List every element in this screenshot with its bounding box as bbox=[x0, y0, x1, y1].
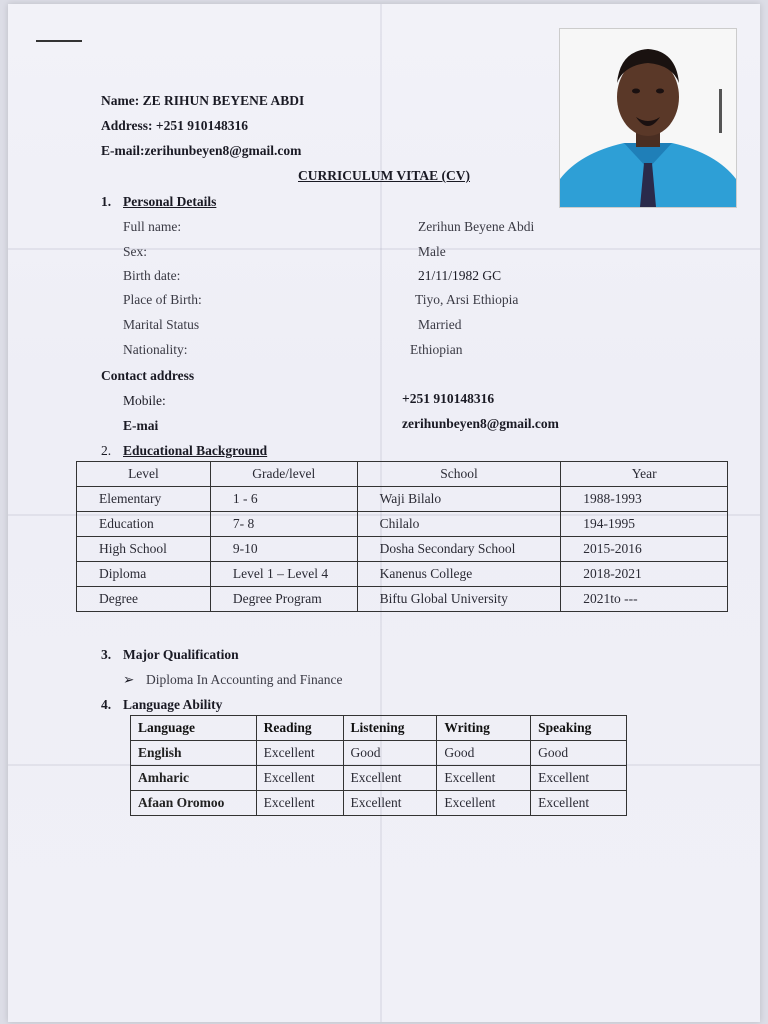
field-label: Full name: bbox=[123, 219, 182, 234]
table-cell: Afaan Oromoo bbox=[131, 791, 257, 816]
table-row bbox=[131, 766, 627, 791]
table-row bbox=[77, 487, 728, 512]
person-portrait-icon bbox=[560, 29, 736, 207]
field-value: Married bbox=[418, 317, 462, 332]
section-number: 1. bbox=[101, 194, 112, 209]
table-row bbox=[131, 741, 627, 766]
table-cell: Excellent bbox=[256, 791, 343, 816]
field-value: Tiyo, Arsi Ethiopia bbox=[415, 292, 519, 307]
table-cell: Excellent bbox=[343, 766, 437, 791]
table-cell: Excellent bbox=[437, 791, 531, 816]
section-number: 4. bbox=[101, 697, 112, 712]
section-heading-education: Educational Background bbox=[123, 443, 268, 458]
table-cell: Waji Bilalo bbox=[357, 487, 561, 512]
table-cell: 2018-2021 bbox=[561, 562, 728, 587]
field-label: Nationality: bbox=[123, 342, 188, 357]
pen-mark bbox=[36, 40, 82, 42]
contact-mobile-value: +251 910148316 bbox=[402, 391, 495, 406]
section-heading-personal: Personal Details bbox=[123, 194, 217, 209]
table-cell: Degree Program bbox=[210, 587, 357, 612]
table-cell: 2021to --- bbox=[561, 587, 728, 612]
contact-heading: Contact address bbox=[101, 368, 195, 383]
table-cell: High School bbox=[77, 537, 211, 562]
table-cell: Degree bbox=[77, 587, 211, 612]
section-number: 3. bbox=[101, 647, 112, 662]
table-cell: Excellent bbox=[343, 791, 437, 816]
table-header-row bbox=[77, 462, 728, 487]
contact-mobile-label: Mobile: bbox=[123, 393, 166, 408]
field-label: Place of Birth: bbox=[123, 292, 202, 307]
field-label: Marital Status bbox=[123, 317, 200, 332]
language-table bbox=[130, 715, 627, 816]
column-header: Grade/level bbox=[210, 462, 357, 487]
table-row bbox=[77, 537, 728, 562]
table-header-row bbox=[131, 716, 627, 741]
table-cell: 194-1995 bbox=[561, 512, 728, 537]
field-label: Sex: bbox=[123, 244, 148, 259]
cv-address: Address: +251 910148316 bbox=[101, 118, 248, 133]
table-cell: Excellent bbox=[256, 766, 343, 791]
column-header: Level bbox=[77, 462, 211, 487]
table-cell: Level 1 – Level 4 bbox=[210, 562, 357, 587]
table-cell: Education bbox=[77, 512, 211, 537]
qualification-item: Diploma In Accounting and Finance bbox=[146, 672, 343, 687]
education-table bbox=[76, 461, 728, 612]
cv-email: E-mail:zerihunbeyen8@gmail.com bbox=[101, 143, 302, 158]
table-cell: Excellent bbox=[531, 766, 627, 791]
section-number: 2. bbox=[101, 443, 112, 458]
table-cell: Good bbox=[437, 741, 531, 766]
table-cell: 7- 8 bbox=[210, 512, 357, 537]
field-value: Ethiopian bbox=[410, 342, 463, 357]
arrow-bullet-icon: ➢ bbox=[123, 672, 135, 687]
section-heading-language: Language Ability bbox=[123, 697, 223, 712]
table-cell: Amharic bbox=[131, 766, 257, 791]
column-header: School bbox=[357, 462, 561, 487]
field-value: Zerihun Beyene Abdi bbox=[418, 219, 535, 234]
table-cell: Biftu Global University bbox=[357, 587, 561, 612]
field-value: 21/11/1982 GC bbox=[418, 268, 502, 283]
table-row bbox=[77, 562, 728, 587]
table-cell: Excellent bbox=[531, 791, 627, 816]
table-cell: Kanenus College bbox=[357, 562, 561, 587]
table-cell: 9-10 bbox=[210, 537, 357, 562]
contact-email-label: E-mai bbox=[123, 418, 159, 433]
table-row bbox=[77, 512, 728, 537]
paper-fold bbox=[8, 248, 760, 250]
profile-photo bbox=[559, 28, 737, 208]
column-header: Language bbox=[131, 716, 257, 741]
field-value: Male bbox=[418, 244, 446, 259]
table-cell: Good bbox=[343, 741, 437, 766]
page-title: CURRICULUM VITAE (CV) bbox=[298, 168, 470, 183]
table-cell: English bbox=[131, 741, 257, 766]
table-cell: Good bbox=[531, 741, 627, 766]
table-cell: Chilalo bbox=[357, 512, 561, 537]
table-row bbox=[77, 587, 728, 612]
column-header: Writing bbox=[437, 716, 531, 741]
table-cell: 1988-1993 bbox=[561, 487, 728, 512]
table-cell: 1 - 6 bbox=[210, 487, 357, 512]
table-cell: Elementary bbox=[77, 487, 211, 512]
table-cell: 2015-2016 bbox=[561, 537, 728, 562]
table-row bbox=[131, 791, 627, 816]
column-header: Speaking bbox=[531, 716, 627, 741]
column-header: Listening bbox=[343, 716, 437, 741]
table-cell: Excellent bbox=[256, 741, 343, 766]
section-heading-qualification: Major Qualification bbox=[123, 647, 239, 662]
cv-name: Name: ZE RIHUN BEYENE ABDI bbox=[101, 93, 305, 108]
column-header: Reading bbox=[256, 716, 343, 741]
table-cell: Excellent bbox=[437, 766, 531, 791]
column-header: Year bbox=[561, 462, 728, 487]
table-cell: Dosha Secondary School bbox=[357, 537, 561, 562]
table-cell: Diploma bbox=[77, 562, 211, 587]
contact-email-value: zerihunbeyen8@gmail.com bbox=[402, 416, 559, 431]
field-label: Birth date: bbox=[123, 268, 181, 283]
